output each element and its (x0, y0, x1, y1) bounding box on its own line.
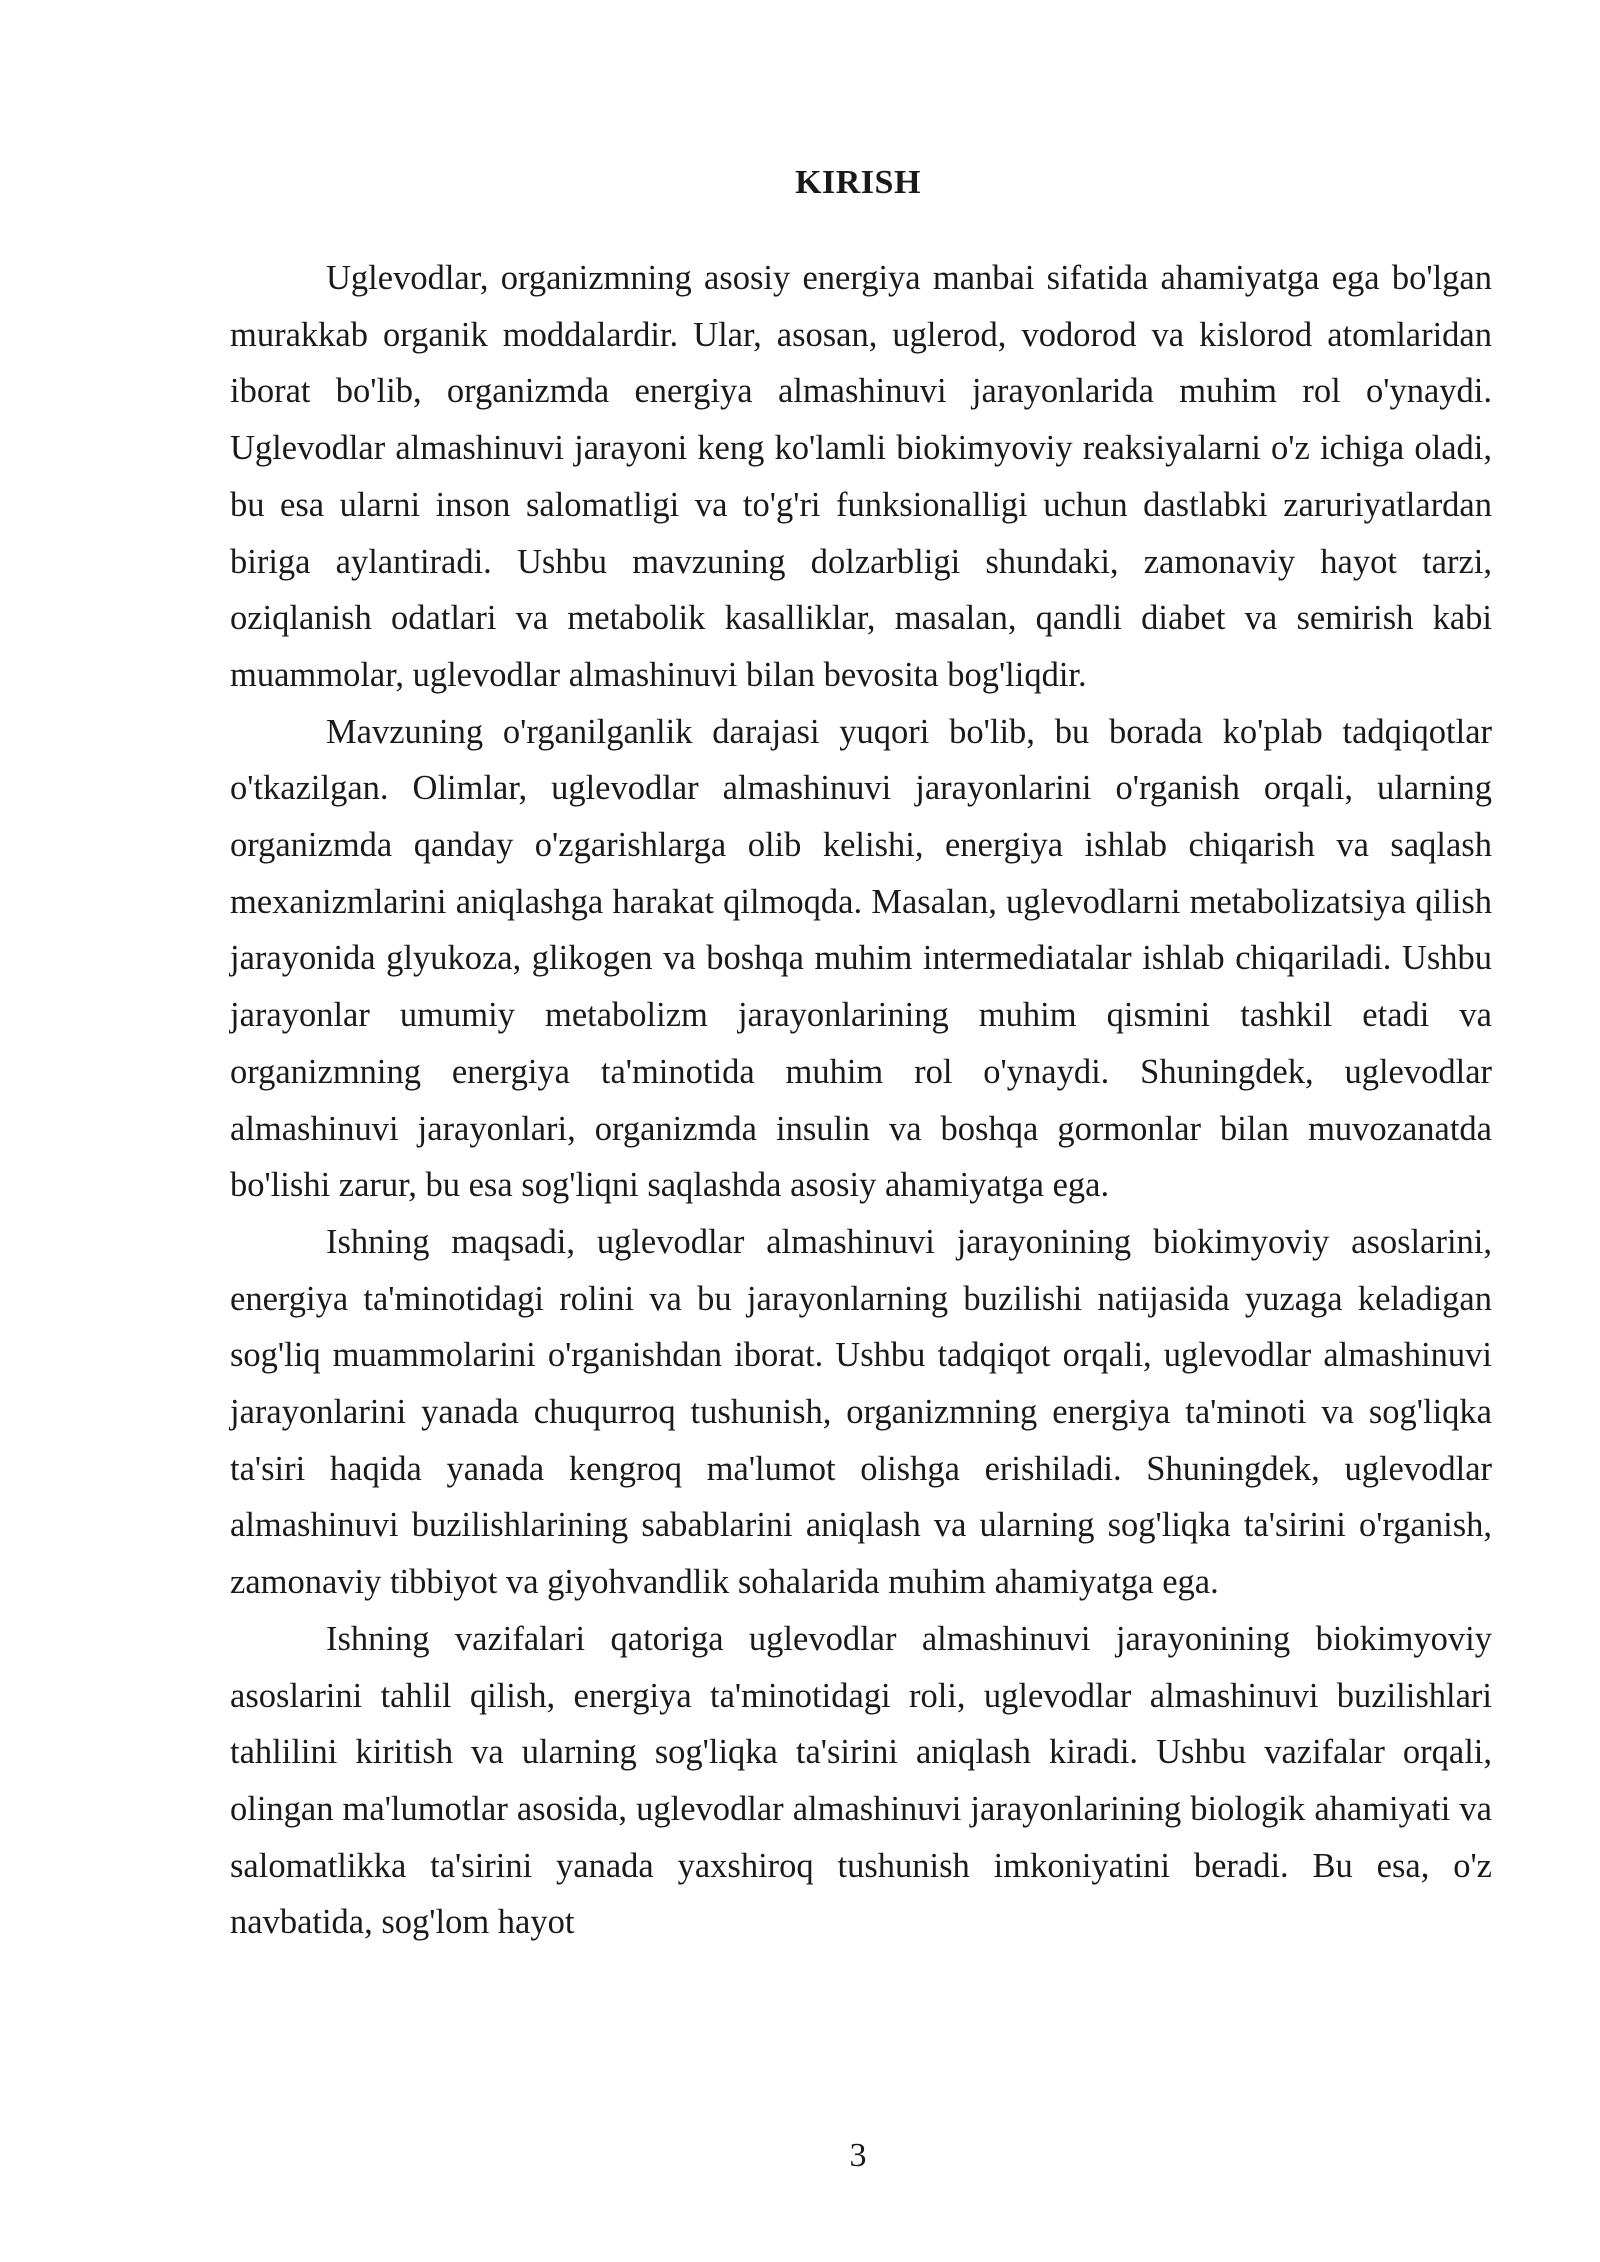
page-number: 3 (849, 2137, 867, 2174)
paragraph-research-level: Mavzuning o'rganilganlik darajasi yuqori bo'lib, bu borada ko'plab tadqiqotlar o'tkazilgan. Olimlar, uglevodlar almashinuvi jarayonlarini o'rganish orqali, ularning organizmda qanday o'zgarishlarga olib kelishi, energiya ishlab chiqarish va saqlash mexanizmlarini aniqlashga harakat qilmoqda. Masalan, uglevodlarni metabolizatsiya qilish jarayonida glyukoza, glikogen va boshqa muhim intermediatalar ishlab chiqariladi. Ushbu jarayonlar umumiy metabolizm jarayonlarining muhim qismini tashkil etadi va organizmning energiya ta'minotida muhim rol o'ynaydi. Shuningdek, uglevodlar almashinuvi jarayonlari, organizmda insulin va boshqa gormonlar bilan muvozanatda bo'lishi zarur, bu esa sog'liqni saqlashda asosiy ahamiyatga ega. (230, 712, 1492, 1205)
body-text (230, 250, 1492, 1951)
paragraph-introduction: Uglevodlar, organizmning asosiy energiya manbai sifatida ahamiyatga ega bo'lgan murakkab organik moddalardir. Ular, asosan, uglerod, vodorod va kislorod atomlaridan iborat bo'lib, organizmda energiya almashinuvi jarayonlarida muhim rol o'ynaydi. Uglevodlar almashinuvi jarayoni keng ko'lamli biokimyoviy reaksiyalarni o'z ichiga oladi, bu esa ularni inson salomatligi va to'g'ri funksionalligi uchun dastlabki zaruriyatlardan biriga aylantiradi. Ushbu mavzuning dolzarbligi shundaki, zamonaviy hayot tarzi, oziqlanish odatlari va metabolik kasalliklar, masalan, qandli diabet va semirish kabi muammolar, uglevodlar almashinuvi bilan bevosita bog'liqdir. (230, 259, 1492, 694)
paragraph-work-goal: Ishning maqsadi, uglevodlar almashinuvi jarayonining biokimyoviy asoslarini, energiya ta'minotidagi rolini va bu jarayonlarning buzilishi natijasida yuzaga keladigan sog'liq muammolarini o'rganishdan iborat. Ushbu tadqiqot orqali, uglevodlar almashinuvi jarayonlarini yanada chuqurroq tushunish, organizmning energiya ta'minoti va sog'liqka ta'siri haqida yanada kengroq ma'lumot olishga erishiladi. Shuningdek, uglevodlar almashinuvi buzilishlarining sabablarini aniqlash va ularning sog'liqka ta'sirini o'rganish, zamonaviy tibbiyot va giyohvandlik sohalarida muhim ahamiyatga ega. (230, 1222, 1492, 1602)
page-title: KIRISH (795, 164, 921, 201)
paragraph-work-tasks: Ishning vazifalari qatoriga uglevodlar almashinuvi jarayonining biokimyoviy asoslarini tahlil qilish, energiya ta'minotidagi roli, uglevodlar almashinuvi buzilishlari tahlilini kiritish va ularning sog'liqka ta'sirini aniqlash kiradi. Ushbu vazifalar orqali, olingan ma'lumotlar asosida, uglevodlar almashinuvi jarayonlarining biologik ahamiyati va salomatlikka ta'sirini yanada yaxshiroq tushunish imkoniyatini beradi. Bu esa, o'z navbatida, sog'lom hayot (230, 1619, 1492, 1942)
